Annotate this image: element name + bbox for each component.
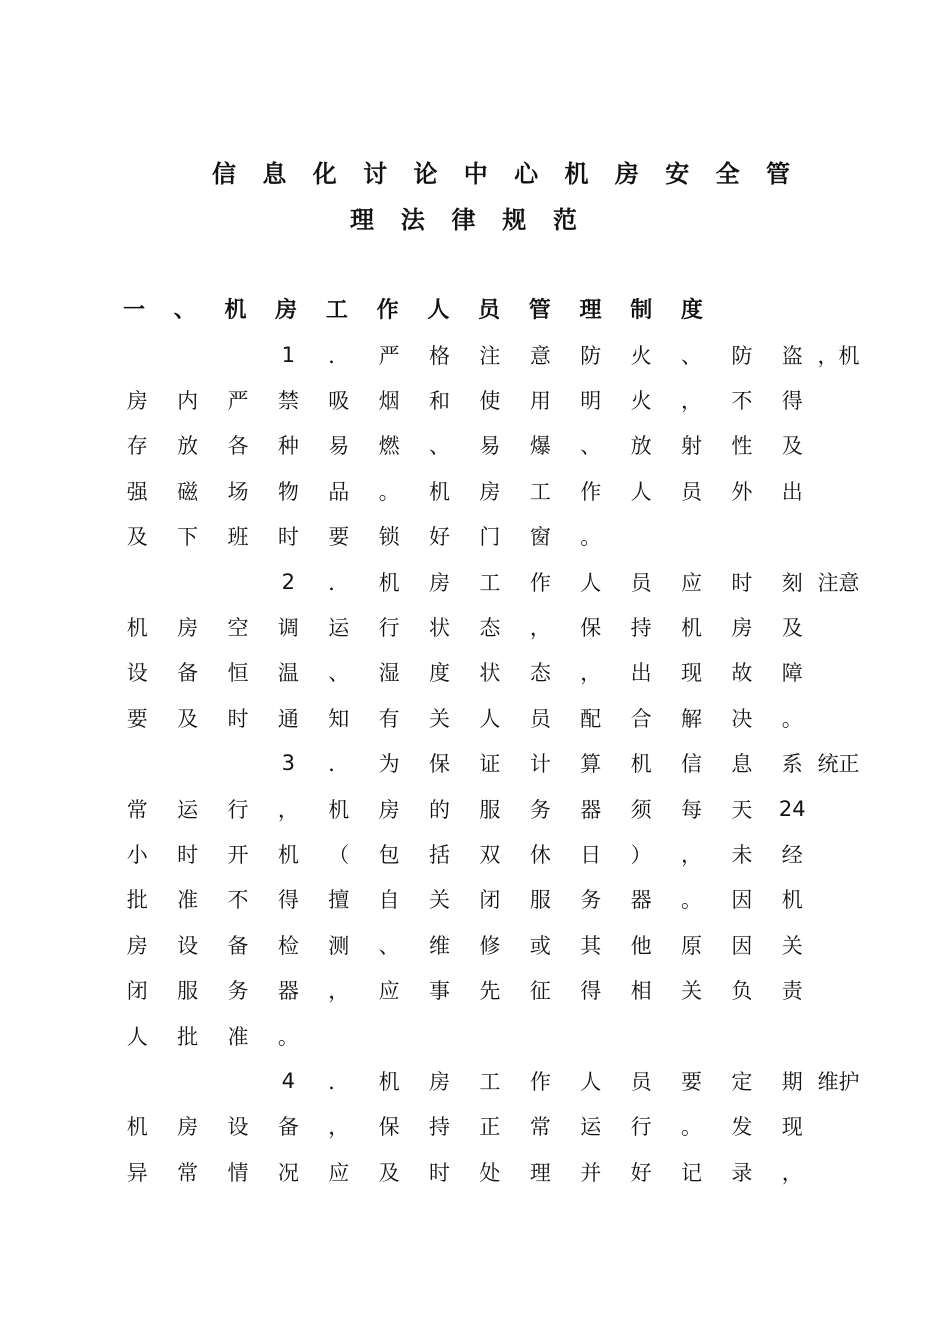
body-char: 其 [580,933,602,958]
body-char: 修 [479,933,501,958]
body-char: 应 [378,979,400,1004]
body-char: 品 [328,479,350,504]
body-char: 机 [378,1069,400,1094]
body-char: 作 [580,479,602,504]
body-char: 机 [126,1115,148,1140]
body-char: 务 [580,888,602,913]
body-char: 员 [630,1069,652,1094]
text-char: 员 [478,297,501,323]
body-char: 作 [529,1069,551,1094]
body-char: 。 [277,1024,299,1049]
body-char: 定 [731,1069,753,1094]
text-char: 心 [514,159,539,188]
text-char: 讨 [363,159,388,188]
body-char: 征 [529,979,551,1004]
body-char: 1 [281,342,296,367]
text-char: 房 [614,159,639,188]
body-char: 行 [630,1115,652,1140]
body-char: 相 [630,979,652,1004]
body-char: 态 [529,661,551,686]
text-char: 理 [579,297,602,323]
body-char: 机 [277,842,299,867]
body-char: 时 [177,842,199,867]
body-char: 锁 [378,525,400,550]
text-char: 管 [528,297,551,323]
body-char: 器 [277,979,299,1004]
body-char: 出 [781,479,803,504]
body-char: 设 [177,933,199,958]
text-char: 房 [275,297,298,323]
body-char: 处 [479,1160,501,1185]
body-char: 。 [580,525,602,550]
body-char: 态 [479,616,501,641]
body-char: 天 [731,797,753,822]
text-char: 人 [427,297,450,323]
body-char: 务 [227,979,249,1004]
body-char: 好 [630,1160,652,1185]
body-char: 器 [580,797,602,822]
body-char: ， [580,661,602,686]
body-char: 房 [429,1069,451,1094]
body-char: 维 [817,1069,839,1094]
body-char: 及 [177,706,199,731]
body-char: 明 [580,389,602,414]
body-char: 房 [378,797,400,822]
body-char: 维 [429,933,451,958]
body-char: ， [277,797,299,822]
body-char: 测 [328,933,350,958]
body-char: 内 [177,389,199,414]
body-char: 行 [227,797,249,822]
body-char: 应 [328,1160,350,1185]
body-char: 要 [126,706,148,731]
body-char: 人 [126,1024,148,1049]
body-char: 备 [177,661,199,686]
body-char: 机 [680,616,702,641]
body-char: 不 [227,888,249,913]
body-char: 格 [429,343,451,368]
body-char: 3 [281,751,296,776]
body-char: 下 [177,525,199,550]
body-char: 检 [277,933,299,958]
body-char: 机 [630,752,652,777]
body-char: 闭 [479,888,501,913]
text-char: 制 [630,297,653,323]
body-char: 房 [177,1115,199,1140]
body-char: 工 [479,570,501,595]
text-char: 安 [665,159,690,188]
body-char: 原 [680,933,702,958]
body-char: 时 [277,525,299,550]
body-char: ． [328,570,350,595]
body-char: 空 [227,616,249,641]
body-char: ， [680,389,702,414]
body-char: 防 [731,343,753,368]
body-char: 解 [680,706,702,731]
text-char: 论 [413,159,438,188]
body-char: 为 [378,752,400,777]
body-char: 员 [680,479,702,504]
body-char: 机 [429,479,451,504]
body-char: 放 [177,434,199,459]
body-char: ， [817,343,839,368]
body-char: 闭 [126,979,148,1004]
body-char: 湿 [378,661,400,686]
body-char: 调 [277,616,299,641]
body-char: 作 [529,570,551,595]
body-char: 房 [126,933,148,958]
body-char: 房 [126,389,148,414]
body-char: 服 [529,888,551,913]
body-char: 烟 [378,389,400,414]
body-char: 度 [429,661,451,686]
body-char: 时 [731,570,753,595]
text-char: 范 [553,205,577,234]
body-char: 房 [479,479,501,504]
body-char: 得 [781,389,803,414]
body-char: ） [630,842,652,867]
body-char: 经 [781,842,803,867]
text-char: 理 [350,205,374,234]
body-char: 休 [529,842,551,867]
body-char: 人 [479,706,501,731]
body-char: 理 [529,1160,551,1185]
body-char: 运 [177,797,199,822]
body-char: 持 [429,1115,451,1140]
body-char: 每 [680,797,702,822]
body-char: 严 [227,389,249,414]
body-char: 爆 [529,434,551,459]
body-char: 因 [731,888,753,913]
body-char: 及 [781,434,803,459]
body-char: 正 [479,1115,501,1140]
body-char: 期 [781,1069,803,1094]
body-char: 机 [328,797,350,822]
body-char: 负 [731,979,753,1004]
body-char: 保 [580,616,602,641]
body-char: 禁 [277,389,299,414]
body-char: 状 [429,616,451,641]
body-char: 防 [580,343,602,368]
body-char: 况 [277,1160,299,1185]
body-char: 使 [479,389,501,414]
body-char: 行 [378,616,400,641]
body-char: 注 [817,570,839,595]
body-char: 因 [731,933,753,958]
body-char: 配 [580,706,602,731]
body-char: 各 [227,434,249,459]
body-char: 准 [177,888,199,913]
body-char: 批 [177,1024,199,1049]
body-char: 。 [680,888,702,913]
body-char: 、 [580,434,602,459]
body-char: 先 [479,979,501,1004]
body-char: 开 [227,842,249,867]
body-char: ． [328,1069,350,1094]
body-char: 4 [281,1068,296,1093]
text-char: 法 [400,205,425,234]
body-char: 障 [781,661,803,686]
text-char: 全 [715,159,740,188]
body-char: 常 [126,797,148,822]
body-char: 出 [630,661,652,686]
body-char: 运 [580,1115,602,1140]
body-char: 存 [126,434,148,459]
body-char: 日 [580,842,602,867]
body-char: 设 [126,661,148,686]
body-char: 房 [177,616,199,641]
body-char: 房 [731,616,753,641]
body-char: 服 [479,797,501,822]
body-char: 器 [630,888,652,913]
body-char: 盗 [781,343,803,368]
body-char: 。 [680,1115,702,1140]
body-char: 场 [227,479,249,504]
body-char: 状 [479,661,501,686]
body-char: 设 [227,1115,249,1140]
body-char: 知 [328,706,350,731]
body-char: 及 [781,616,803,641]
body-char: 发 [731,1115,753,1140]
body-char: 员 [630,570,652,595]
body-char: 批 [126,888,148,913]
body-char: 人 [580,1069,602,1094]
body-char: 合 [630,706,652,731]
body-char: 服 [177,979,199,1004]
body-char: 及 [378,1160,400,1185]
body-char: 2 [281,569,296,594]
body-char: 并 [580,1160,602,1185]
body-char: 括 [429,842,451,867]
text-char: 度 [680,297,703,323]
body-char: 、 [680,343,702,368]
body-char: 及 [126,525,148,550]
body-char: 火 [630,343,652,368]
body-char: 性 [731,434,753,459]
body-char: 恒 [227,661,249,686]
body-char: ， [328,979,350,1004]
body-char: 机 [378,570,400,595]
body-char: 、 [378,933,400,958]
body-char: 意 [838,570,860,595]
body-char: 、 [328,661,350,686]
body-char: 磁 [177,479,199,504]
body-char: 息 [731,752,753,777]
body-char: 的 [429,797,451,822]
body-char: 吸 [328,389,350,414]
body-char: 班 [227,525,249,550]
body-char: 算 [580,752,602,777]
body-char: 常 [177,1160,199,1185]
body-char: 包 [378,842,400,867]
body-char: 24 [778,796,806,821]
body-char: （ [328,842,350,867]
body-char: 射 [680,434,702,459]
text-char: 规 [502,205,527,234]
text-char: 一 [123,297,146,323]
body-char: 证 [479,752,501,777]
body-char: 关 [429,888,451,913]
body-char: 燃 [378,434,400,459]
body-char: 记 [680,1160,702,1185]
text-char: 、 [173,297,196,323]
body-char: 通 [277,706,299,731]
body-char: 工 [529,479,551,504]
body-char: 关 [680,979,702,1004]
body-char: 小 [126,842,148,867]
body-char: 不 [731,389,753,414]
body-char: 信 [680,752,702,777]
body-char: 机 [126,616,148,641]
text-char: 工 [325,297,348,323]
body-char: 备 [227,933,249,958]
body-char: 或 [529,933,551,958]
body-char: 温 [277,661,299,686]
body-char: 运 [328,616,350,641]
body-char: 易 [479,434,501,459]
body-char: 用 [529,389,551,414]
body-char: 放 [630,434,652,459]
body-char: 有 [378,706,400,731]
body-char: 异 [126,1160,148,1185]
body-char: ． [328,752,350,777]
body-char: 责 [781,979,803,1004]
body-char: 时 [429,1160,451,1185]
body-char: 持 [630,616,652,641]
body-char: 窗 [529,525,551,550]
body-char: 人 [580,570,602,595]
body-char: 他 [630,933,652,958]
body-char: 意 [529,343,551,368]
body-char: 外 [731,479,753,504]
body-char: 常 [529,1115,551,1140]
body-char: 保 [378,1115,400,1140]
body-char: 未 [731,842,753,867]
body-char: 严 [378,343,400,368]
body-char: 双 [479,842,501,867]
body-char: 务 [529,797,551,822]
body-char: 事 [429,979,451,1004]
body-char: 强 [126,479,148,504]
text-char: 机 [224,297,247,323]
document-body [112,332,859,1194]
body-char: 机 [838,343,860,368]
body-char: 擅 [328,888,350,913]
body-char: 自 [378,888,400,913]
body-char: 人 [630,479,652,504]
body-char: 保 [429,752,451,777]
text-char: 机 [564,159,589,188]
body-char: 要 [680,1069,702,1094]
body-char: 。 [781,706,803,731]
body-char: 得 [277,888,299,913]
body-char: 现 [781,1115,803,1140]
body-char: ， [781,1160,803,1185]
text-char: 化 [312,159,337,188]
document-title-line-1 [212,151,790,191]
document-title-line-2 [350,197,577,237]
text-char: 息 [262,159,287,188]
body-char: 好 [429,525,451,550]
text-char: 信 [212,159,236,188]
text-char: 管 [765,159,790,188]
body-char: ， [680,842,702,867]
body-char: 时 [227,706,249,731]
body-char: 火 [630,389,652,414]
body-char: 应 [680,570,702,595]
body-char: 要 [328,525,350,550]
body-char: ， [529,616,551,641]
body-char: 关 [781,933,803,958]
body-char: 物 [277,479,299,504]
body-char: 准 [227,1024,249,1049]
body-char: 。 [378,479,400,504]
body-char: ， [328,1115,350,1140]
body-char: 关 [429,706,451,731]
body-char: 现 [680,661,702,686]
text-char: 中 [463,159,488,188]
body-char: 得 [580,979,602,1004]
body-char: 机 [781,888,803,913]
body-char: 统 [817,752,839,777]
body-char: 决 [731,706,753,731]
body-char: 、 [429,434,451,459]
body-char: 注 [479,343,501,368]
body-char: 员 [529,706,551,731]
body-char: 刻 [781,570,803,595]
body-char: 备 [277,1115,299,1140]
body-char: 系 [781,752,803,777]
body-char: 情 [227,1160,249,1185]
text-char: 律 [451,205,476,234]
body-char: ． [328,343,350,368]
body-char: 护 [838,1069,860,1094]
body-char: 和 [429,389,451,414]
body-char: 工 [479,1069,501,1094]
body-char: 房 [429,570,451,595]
section-heading [123,288,703,328]
body-char: 易 [328,434,350,459]
body-char: 门 [479,525,501,550]
body-char: 故 [731,661,753,686]
body-char: 计 [529,752,551,777]
body-char: 录 [731,1160,753,1185]
body-char: 正 [838,752,860,777]
body-char: 须 [630,797,652,822]
text-char: 作 [376,297,399,323]
body-char: 种 [277,434,299,459]
